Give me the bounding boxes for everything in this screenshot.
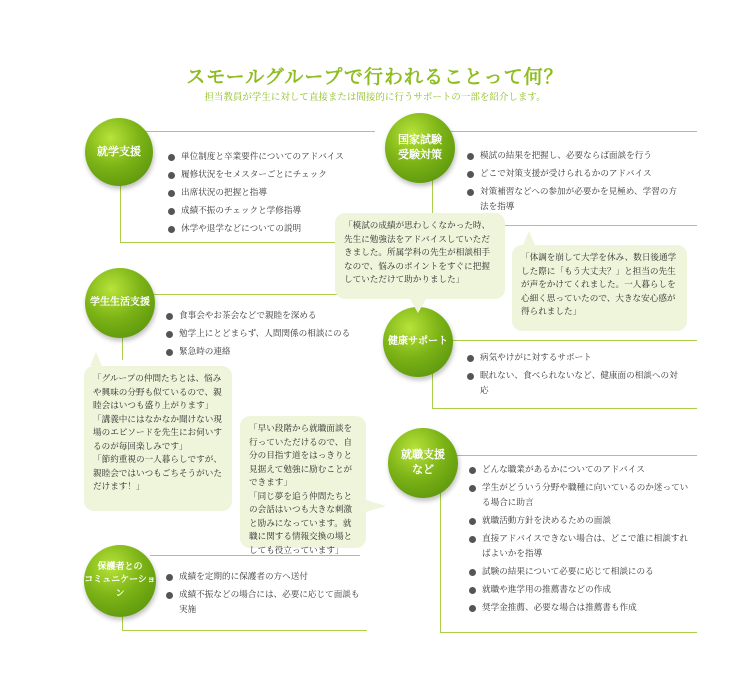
list-item: 学生がどういう分野や職種に向いているのか迷っている場合に助言 bbox=[469, 481, 691, 511]
divider-line bbox=[120, 242, 350, 243]
divider-line bbox=[115, 131, 375, 132]
list-item: 試験の結果について必要に応じて相談にのる bbox=[469, 565, 691, 580]
bubble-tail bbox=[90, 352, 102, 366]
bubble-tail bbox=[410, 299, 426, 313]
list-item: 病気やけがに対するサポート bbox=[467, 351, 682, 366]
section-circle-kokushi: 国家試験 受験対策 bbox=[385, 113, 455, 183]
list-item: 食事会やお茶会などで親睦を深める bbox=[166, 309, 376, 324]
list-hogosha bbox=[166, 570, 366, 621]
divider-line bbox=[432, 340, 697, 341]
quote-bubble-taicho: 「体調を崩して大学を休み、数日後通学した際に「もう大丈夫？」と担当の先生が声をかけてくれました。一人暮らしを心細く思っていたので、大きな安心感が得られました」 bbox=[512, 245, 687, 331]
list-item: どこで対策支援が受けられるかのアドバイス bbox=[467, 167, 682, 182]
section-circle-hogosha: 保護者との コミュニケーション bbox=[84, 545, 156, 617]
list-item: 履修状況をセメスターごとにチェック bbox=[168, 168, 378, 183]
list-item: どんな職業があるかについてのアドバイス bbox=[469, 463, 691, 478]
list-item: 就職や進学用の推薦書などの作成 bbox=[469, 583, 691, 598]
list-item: 眠れない、食べられないなど、健康面の相談への対応 bbox=[467, 369, 682, 399]
section-circle-seikatsu: 学生生活支援 bbox=[85, 268, 155, 338]
quote-bubble-shushoku: 「早い段階から就職面談を行っていただけるので、自分の目指す道をはっきりと見据えて勉強に励むことができます」 「同じ夢を追う仲間たちとの会話はいつも大きな刺激と励みになっています。就職に関する情報交換の場としても役立っています」 bbox=[240, 416, 366, 548]
list-item: 成績不振のチェックと学修指導 bbox=[168, 204, 378, 219]
divider-line bbox=[432, 131, 697, 132]
list-item: 成績を定期的に保護者の方へ送付 bbox=[166, 570, 366, 585]
quote-bubble-group: 「グループの仲間たちとは、悩みや興味の分野も似ているので、親睦会はいつも盛り上がります」 「講義中にはなかなか聞けない現場のエピソードを先生にお伺いするのが毎回楽しみです」 「節約重視の一人暮らしですが、親睦会ではいつもごちそうがいただけます！」 bbox=[84, 366, 232, 511]
section-circle-shushoku: 就職支援 など bbox=[388, 428, 458, 498]
quote-bubble-mogi: 「模試の成績が思わしくなかった時、先生に勉強法をアドバイスしていただきました。所属学科の先生が相談相手なので、悩みのポイントをすぐに把握していただけて助かりました」 bbox=[335, 213, 505, 299]
divider-line bbox=[432, 408, 697, 409]
divider-line bbox=[432, 370, 433, 408]
list-item: 単位制度と卒業要件についてのアドバイス bbox=[168, 150, 378, 165]
list-item: 直接アドバイスできない場合は、どこで誰に相談すればよいかを指導 bbox=[469, 532, 691, 562]
list-seikatsu bbox=[166, 309, 376, 363]
section-circle-kenko: 健康サポート bbox=[383, 307, 453, 377]
list-item: 奨学金推薦、必要な場合は推薦書も作成 bbox=[469, 601, 691, 616]
bubble-tail bbox=[523, 231, 535, 245]
section-circle-shugaku: 就学支援 bbox=[85, 118, 153, 186]
list-item: 成績不振などの場合には、必要に応じて面談も実施 bbox=[166, 588, 366, 618]
list-item: 就職活動方針を決めるための面談 bbox=[469, 514, 691, 529]
list-item: 勉学上にとどまらず、人間関係の相談にのる bbox=[166, 327, 376, 342]
page-subtitle: 担当教員が学生に対して直接または間接的に行うサポートの一部を紹介します。 bbox=[204, 92, 546, 103]
divider-line bbox=[440, 455, 697, 456]
list-shushoku bbox=[469, 463, 691, 619]
list-item: 休学や退学などについての説明 bbox=[168, 222, 378, 237]
divider-line bbox=[440, 490, 441, 632]
list-item: 模試の結果を把握し、必要ならば面談を行う bbox=[467, 149, 682, 164]
list-item: 出席状況の把握と指導 bbox=[168, 186, 378, 201]
list-kenko bbox=[467, 351, 682, 402]
divider-line bbox=[122, 630, 367, 631]
list-kokushi bbox=[467, 149, 682, 218]
list-item: 緊急時の連絡 bbox=[166, 345, 376, 360]
bubble-tail bbox=[366, 500, 386, 512]
page-title: スモールグループで行われることって何？ bbox=[186, 66, 564, 88]
divider-line bbox=[440, 632, 697, 633]
list-item: 対策補習などへの参加が必要かを見極め、学習の方法を指導 bbox=[467, 185, 682, 215]
